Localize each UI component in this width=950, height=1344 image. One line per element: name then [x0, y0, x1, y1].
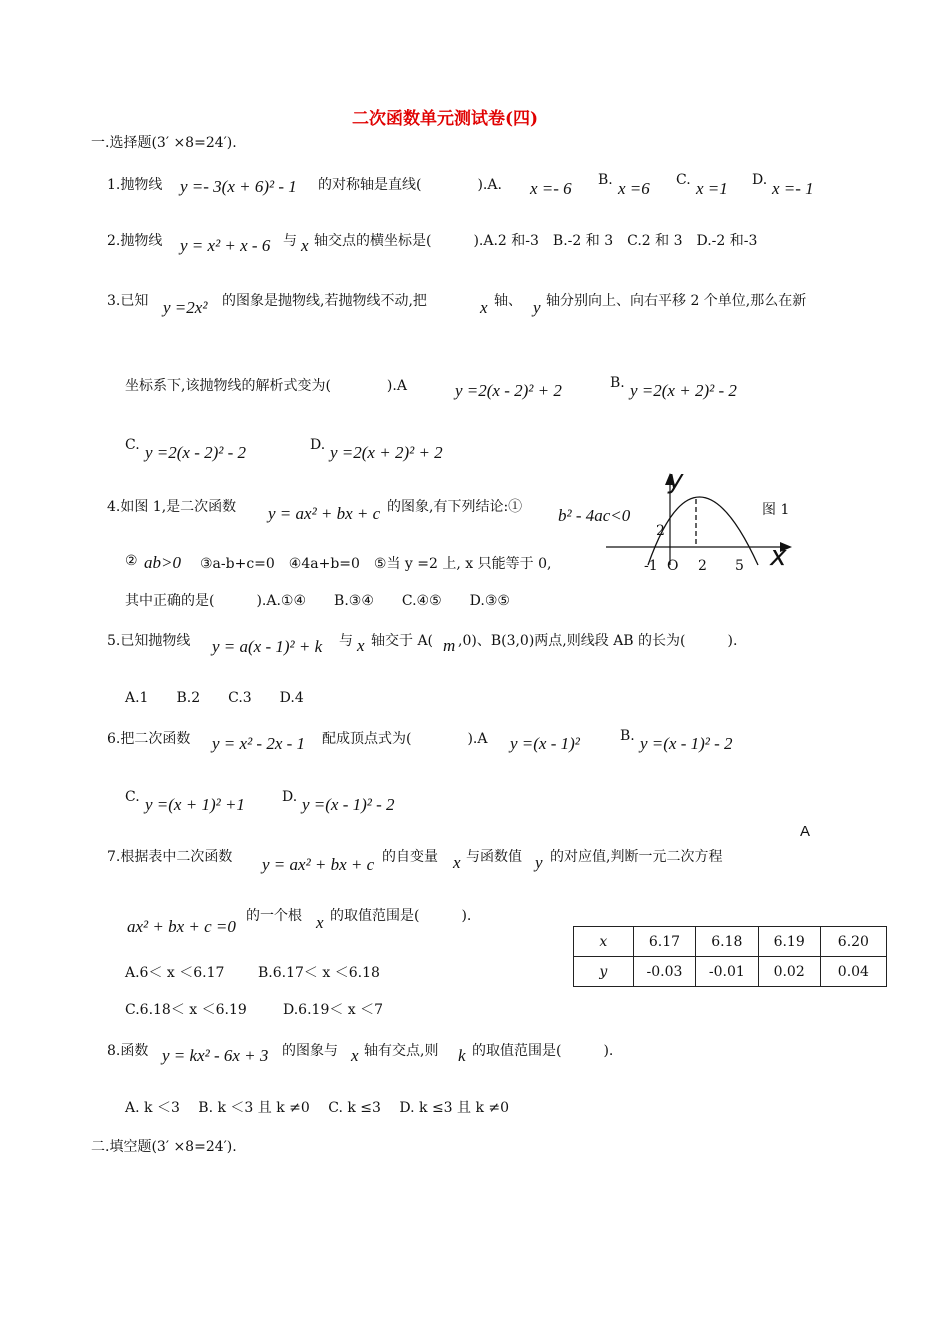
q4-line-2-rest: ③a-b+c=0 ④4a+b=0 ⑤当 y =2 上, x 只能等于 0, [200, 556, 552, 572]
q3-text-3: 轴分别向上、向右平移 2 个单位,那么在新 [546, 293, 807, 309]
q7-option-d: D.6.19＜ x ＜7 [283, 1002, 384, 1018]
q7-text-2: 与函数值 [466, 849, 522, 865]
q7-option-c: C.6.18＜ x ＜6.19 [125, 1002, 247, 1018]
q3-option-b: y =2(x + 2)² - 2 [630, 381, 737, 400]
q8-text-1: 的图象与 [282, 1043, 338, 1059]
q5-m: m [443, 636, 456, 655]
q8-k: k [458, 1046, 466, 1065]
q6-option-b-label: B. [620, 728, 635, 744]
q1-option-a: x =- 6 [530, 179, 572, 198]
q7-prefix: 7.根据表中二次函数 [107, 849, 233, 865]
q5-x: x [357, 636, 365, 655]
q3-y: y [533, 298, 541, 317]
table-row [574, 927, 887, 957]
q2-text: 轴交点的横坐标是( ).A.2 和-3 B.-2 和 3 C.2 和 3 D.-2 和-3 [314, 233, 758, 249]
figure-tick-neg1: -1 [644, 558, 658, 574]
q7-text-1: 的自变量 [382, 849, 438, 865]
q2-expression: y = x² + x - 6 [180, 236, 271, 255]
table-cell: -0.03 [633, 957, 695, 987]
q3-text-1: 的图象是抛物线,若抛物线不动,把 [222, 293, 427, 309]
q6-expression: y = x² - 2x - 1 [212, 734, 306, 753]
q3-expression: y =2x² [163, 298, 208, 317]
q4-condition-1: b² - 4ac<0 [558, 506, 631, 525]
figure-origin: O [667, 558, 679, 574]
q2-prefix: 2.抛物线 [107, 233, 163, 249]
figure-y-label: y [668, 465, 684, 495]
figure-caption: 图 1 [762, 502, 790, 518]
table-cell: -0.01 [696, 957, 758, 987]
q7-option-b: B.6.17＜ x ＜6.18 [258, 965, 380, 981]
q4-text: 的图象,有下列结论:① [387, 499, 523, 515]
q4-expression: y = ax² + bx + c [268, 504, 381, 523]
q6-option-b: y =(x - 1)² - 2 [640, 734, 733, 753]
q3-text-2: 轴、 [494, 293, 522, 309]
q7-y: y [535, 853, 543, 872]
table-cell: 6.20 [820, 927, 886, 957]
q7-text-4: 的一个根 [246, 908, 302, 924]
q6-option-a: y =(x - 1)² [510, 734, 580, 753]
figure-tick-2: 2 [698, 558, 707, 574]
q5-text-1: 轴交于 A( [371, 633, 434, 649]
q5-mid: 与 [339, 633, 353, 649]
stray-letter-a: A [800, 823, 811, 840]
q3-line-2: 坐标系下,该抛物线的解析式变为( ).A [125, 378, 407, 394]
table-cell: 0.02 [758, 957, 820, 987]
q7-text-3: 的对应值,判断一元二次方程 [550, 849, 723, 865]
q6-text: 配成顶点式为( ).A [322, 731, 488, 747]
q6-option-c-label: C. [125, 789, 140, 805]
q3-prefix: 3.已知 [107, 293, 149, 309]
section-two-heading: 二.填空题(3′ ×8=24′). [91, 1139, 237, 1155]
table-cell: x [574, 927, 634, 957]
q6-option-c: y =(x + 1)² +1 [145, 795, 245, 814]
q3-x: x [480, 298, 488, 317]
q3-option-a: y =2(x - 2)² + 2 [455, 381, 562, 400]
q7-x-2: x [316, 913, 324, 932]
q8-prefix: 8.函数 [107, 1043, 149, 1059]
q3-option-c: y =2(x - 2)² - 2 [145, 443, 247, 462]
q7-expression: y = ax² + bx + c [262, 855, 375, 874]
q5-expression: y = a(x - 1)² + k [212, 637, 323, 656]
table-cell: y [574, 957, 634, 987]
q1-text: 的对称轴是直线( ).A. [318, 177, 502, 193]
q1-option-b: x =6 [618, 179, 650, 198]
figure-1-graph [600, 465, 800, 575]
section-one-heading: 一.选择题(3′ ×8=24′). [91, 135, 237, 151]
page-title: 二次函数单元测试卷(四) [352, 109, 539, 129]
q8-x: x [351, 1046, 359, 1065]
q3-option-d: y =2(x + 2)² + 2 [330, 443, 443, 462]
q7-option-a: A.6＜ x ＜6.17 [125, 965, 225, 981]
q3-option-d-label: D. [310, 437, 326, 453]
q7-x: x [453, 853, 461, 872]
q1-prefix: 1.抛物线 [107, 177, 163, 193]
q4-line-2-start: ② [125, 553, 138, 569]
q1-expression: y =- 3(x + 6)² - 1 [180, 177, 297, 196]
q4-prefix: 4.如图 1,是二次函数 [107, 499, 237, 515]
table-row [574, 957, 887, 987]
q3-option-b-label: B. [610, 375, 625, 391]
q8-text-3: 的取值范围是( ). [472, 1043, 614, 1059]
q3-option-c-label: C. [125, 437, 140, 453]
q8-expression: y = kx² - 6x + 3 [162, 1046, 269, 1065]
q6-option-d-label: D. [282, 789, 298, 805]
q1-option-c: x =1 [696, 179, 728, 198]
value-table [573, 926, 887, 987]
q6-option-d: y =(x - 1)² - 2 [302, 795, 395, 814]
table-cell: 0.04 [820, 957, 886, 987]
q5-text-2: ,0)、B(3,0)两点,则线段 AB 的长为( ). [458, 633, 738, 649]
table-cell: 6.19 [758, 927, 820, 957]
q6-prefix: 6.把二次函数 [107, 731, 191, 747]
q4-line-3: 其中正确的是( ).A.①④ B.③④ C.④⑤ D.③⑤ [125, 593, 510, 609]
q4-condition-2: ab>0 [144, 553, 181, 572]
figure-x-label: x [770, 539, 787, 572]
q8-options: A. k ＜3 B. k ＜3 且 k ≠0 C. k ≤3 D. k ≤3 且 k ≠0 [125, 1100, 510, 1116]
q1-option-b-label: B. [598, 172, 613, 188]
q5-prefix: 5.已知抛物线 [107, 633, 191, 649]
q1-option-d: x =- 1 [772, 179, 814, 198]
q2-mid: 与 [283, 233, 297, 249]
q1-option-d-label: D. [752, 172, 768, 188]
table-cell: 6.17 [633, 927, 695, 957]
q7-equation: ax² + bx + c =0 [127, 917, 236, 936]
q2-var: x [301, 236, 309, 255]
table-cell: 6.18 [696, 927, 758, 957]
q7-text-5: 的取值范围是( ). [330, 908, 472, 924]
q5-options: A.1 B.2 C.3 D.4 [125, 690, 304, 706]
figure-y-tick-2: 2 [656, 523, 665, 539]
figure-tick-5: 5 [735, 558, 744, 574]
q1-option-c-label: C. [676, 172, 691, 188]
q8-text-2: 轴有交点,则 [364, 1043, 439, 1059]
